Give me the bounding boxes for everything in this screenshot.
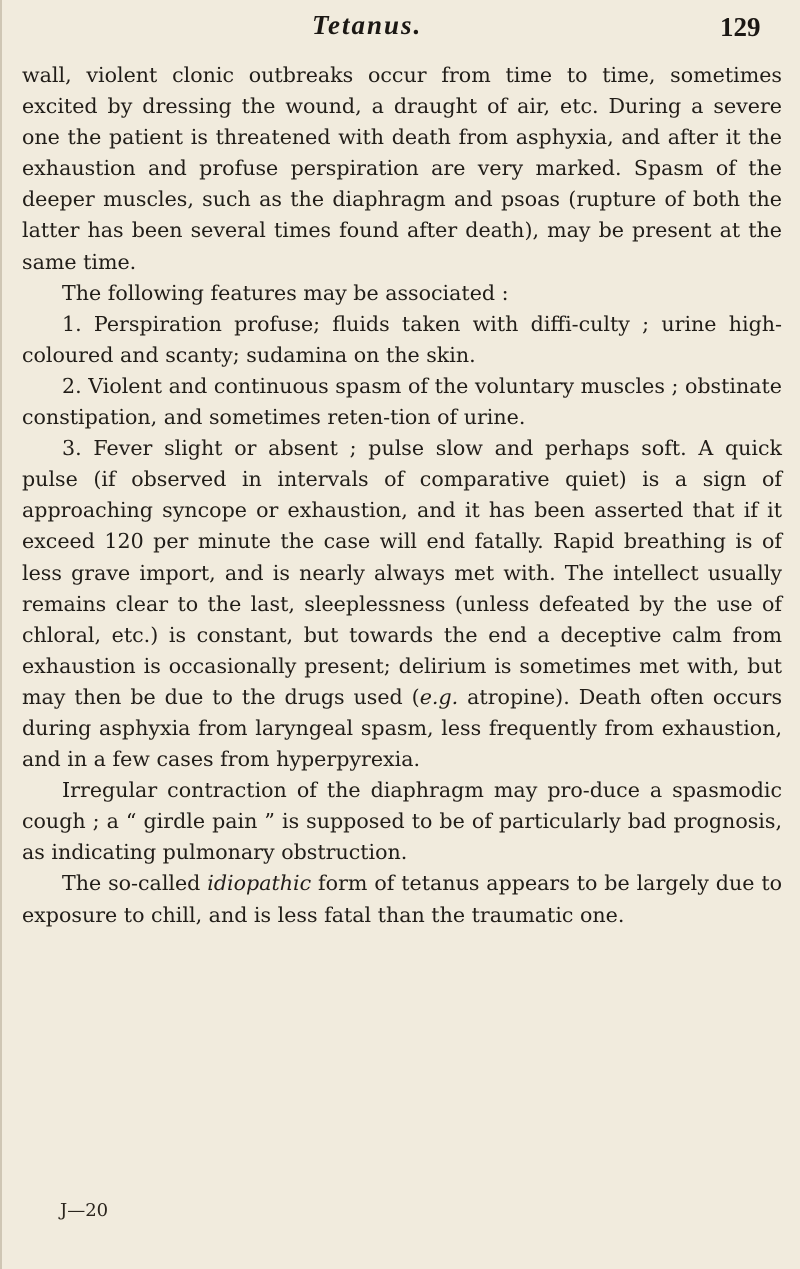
paragraph-1: wall, violent clonic outbreaks occur from time to time, sometimes excited by dressing the wound, a draught of air, etc. During a severe one the patient is threatened with death from asphyxia, and after it the exhaustion and profuse perspiration are very marked. Spasm of the deeper muscles, such as the diaphragm and psoas (rupture of both the latter has been several times found after death), may be present at the same time.	[22, 63, 782, 274]
list-item-3	[22, 433, 782, 775]
paragraph-idiopathic	[22, 868, 782, 930]
list-item-1: 1. Perspiration profuse; fluids taken with diffi-culty ; urine high-coloured and scanty; sudamina on the skin.	[22, 311, 782, 367]
eg-abbreviation: e.g.	[419, 684, 459, 709]
running-head	[0, 6, 800, 50]
list-item-3-text: 3. Fever slight or absent ; pulse slow and perhaps soft. A quick pulse (if observed in intervals of comparative quiet) is a sign of approaching syncope or exhaustion, and it has been asserted that if it exceed 120 per minute the case will end fatally. Rapid breathing is of less grave import, and is nearly always met with. The intellect usually remains clear to the last, sleeplessness (unless defeated by the use of chloral, etc.) is constant, but towards the end a deceptive calm from exhaustion is occasionally present; delirium is sometimes met with, but may then be due to the drugs used (	[22, 436, 782, 709]
idiopathic-start: The so-called	[62, 871, 208, 896]
paragraph-2: The following features may be associated :	[62, 280, 509, 305]
page-number: 129	[720, 12, 761, 42]
paragraph-diaphragm: Irregular contraction of the diaphragm may pro-duce a spasmodic cough ; a “ girdle pain ” is supposed to be of particularly bad prognosis, as indicating pulmonary obstruction.	[22, 778, 782, 865]
list-item-3-end: atropine). Death often occurs during asphyxia from laryngeal spasm, less frequently from exhaustion, and in a few cases from hyperpyrexia.	[22, 684, 783, 772]
page-edge	[0, 0, 2, 1269]
running-title: Tetanus.	[312, 10, 423, 40]
body-text	[22, 60, 782, 931]
idiopathic-term: idiopathic	[207, 871, 312, 896]
signature-mark: J—20	[60, 1200, 109, 1221]
list-item-2: 2. Violent and continuous spasm of the voluntary muscles ; obstinate constipation, and sometimes reten-tion of urine.	[22, 373, 782, 430]
idiopathic-end: form of tetanus appears to be largely due to exposure to chill, and is less fatal than the traumatic one.	[22, 871, 782, 927]
